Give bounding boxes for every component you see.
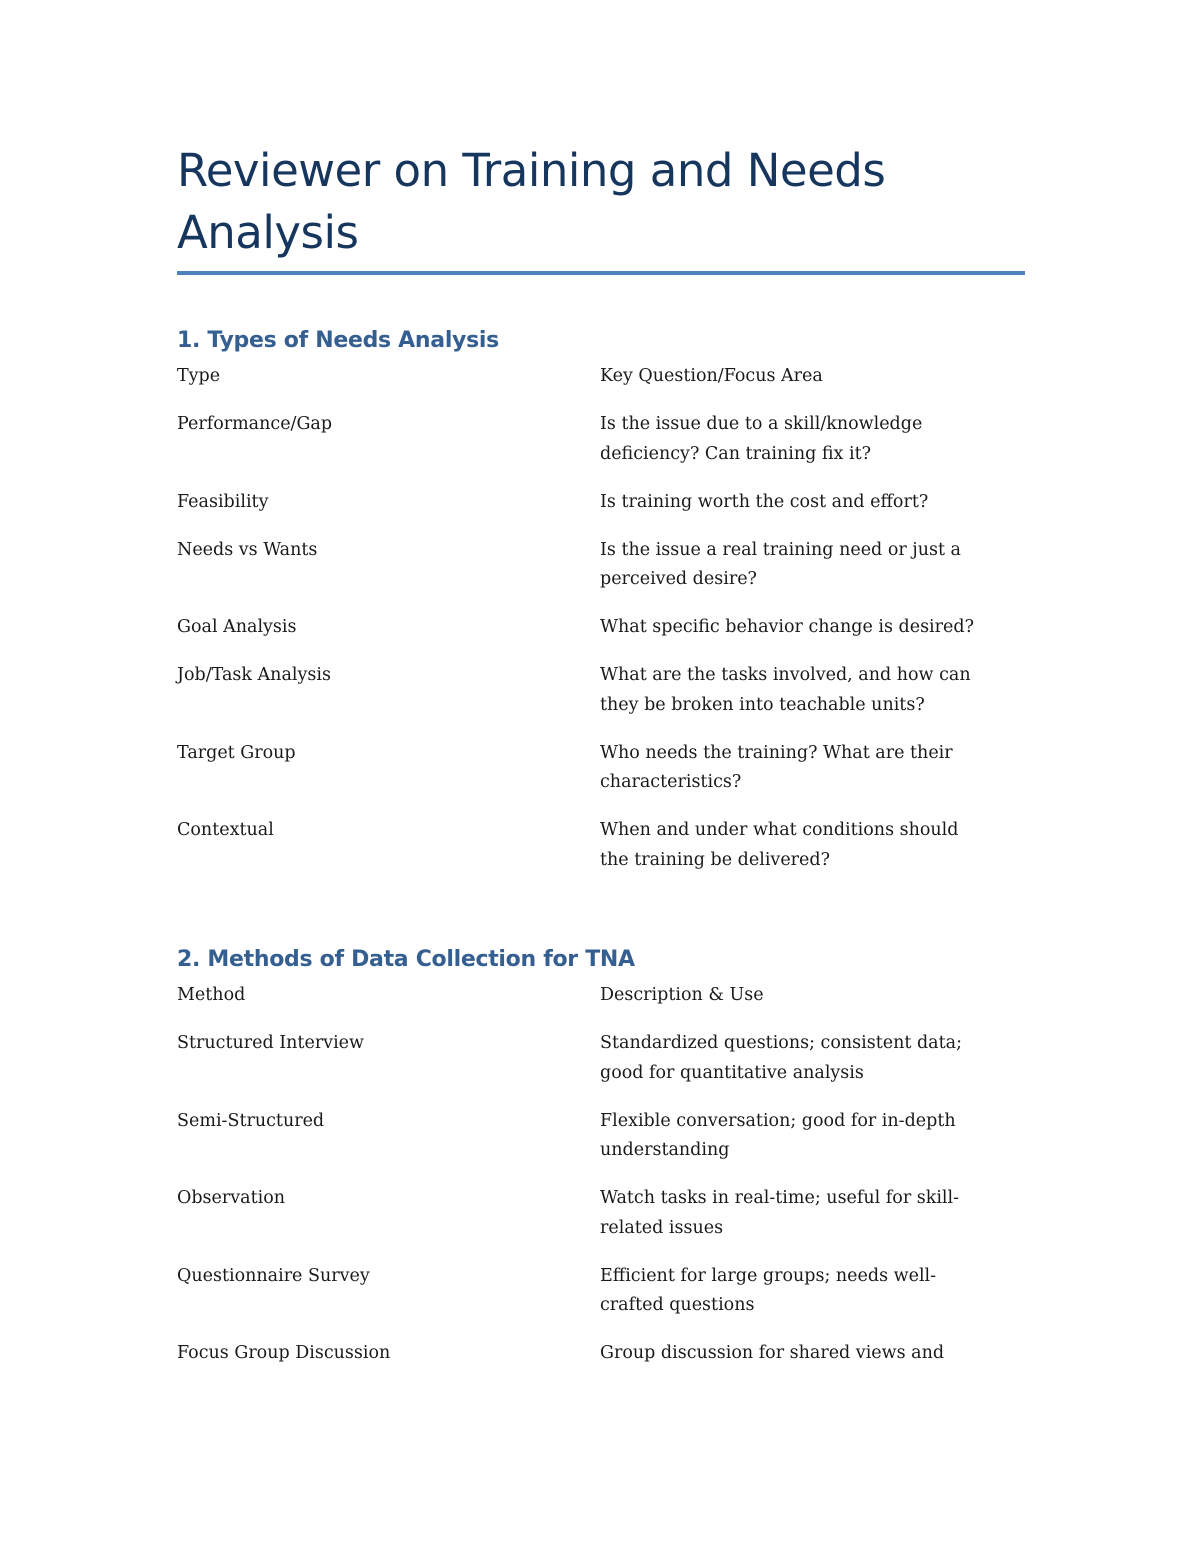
column-header: Key Question/Focus Area: [600, 366, 823, 386]
table-row: [177, 1339, 1025, 1369]
table-cell-description: Who needs the training? What are their characteristics?: [600, 742, 953, 792]
table-cell-method: Observation: [177, 1188, 286, 1208]
table-cell-description: Efficient for large groups; needs well-crafted questions: [600, 1265, 937, 1315]
table-cell-description: Watch tasks in real-time; useful for skill-related issues: [600, 1188, 960, 1238]
table-cell-description: Is the issue a real training need or just a perceived desire?: [600, 539, 961, 589]
table-row: [177, 1262, 1025, 1321]
title-underline: [177, 271, 1025, 275]
column-header: Method: [177, 985, 246, 1005]
table-cell-type: Job/Task Analysis: [177, 665, 331, 685]
table-cell-description: Standardized questions; consistent data; good for quantitative analysis: [600, 1033, 962, 1083]
table-cell-description: Is training worth the cost and effort?: [600, 491, 929, 512]
table-row: [177, 739, 1025, 798]
table-row: [177, 410, 1025, 469]
table-cell-description: Is the issue due to a skill/knowledge deficiency? Can training fix it?: [600, 414, 923, 464]
column-header: Description & Use: [600, 985, 764, 1005]
table-header-row: [177, 981, 1025, 1011]
table-row: [177, 816, 1025, 875]
table-cell-description: Group discussion for shared views and: [600, 1343, 945, 1363]
table-cell-type: Feasibility: [177, 491, 269, 512]
table-row: [177, 1184, 1025, 1243]
table-cell-method: Semi-Structured: [177, 1110, 325, 1131]
table-cell-method: Questionnaire Survey: [177, 1265, 370, 1286]
table-row: [177, 1107, 1025, 1166]
table-header-row: [177, 362, 1025, 392]
table-row: [177, 488, 1025, 518]
section-heading: 2. Methods of Data Collection for TNA: [177, 947, 635, 972]
section-heading: 1. Types of Needs Analysis: [177, 328, 499, 353]
page-title: Reviewer on Training and Needs Analysis: [177, 144, 886, 259]
table-cell-description: Flexible conversation; good for in-depth understanding: [600, 1110, 956, 1160]
table-row: [177, 1029, 1025, 1088]
table-row: [177, 661, 1025, 720]
table-cell-method: Structured Interview: [177, 1033, 365, 1053]
table-cell-description: What are the tasks involved, and how can they be broken into teachable units?: [600, 665, 971, 715]
table-cell-description: When and under what conditions should the training be delivered?: [600, 820, 959, 870]
table-row: [177, 613, 1025, 643]
table-cell-type: Needs vs Wants: [177, 539, 318, 560]
column-header: Type: [177, 366, 221, 386]
table-cell-type: Performance/Gap: [177, 414, 333, 434]
table-cell-method: Focus Group Discussion: [177, 1343, 391, 1363]
table-cell-type: Goal Analysis: [177, 617, 297, 637]
table-cell-type: Target Group: [177, 742, 296, 763]
section-methods-of-data-collection: [177, 945, 1025, 1387]
table-row: [177, 536, 1025, 595]
table-cell-description: What specific behavior change is desired?: [600, 617, 974, 637]
section-types-of-needs-analysis: [177, 326, 1025, 894]
table-cell-type: Contextual: [177, 820, 274, 840]
